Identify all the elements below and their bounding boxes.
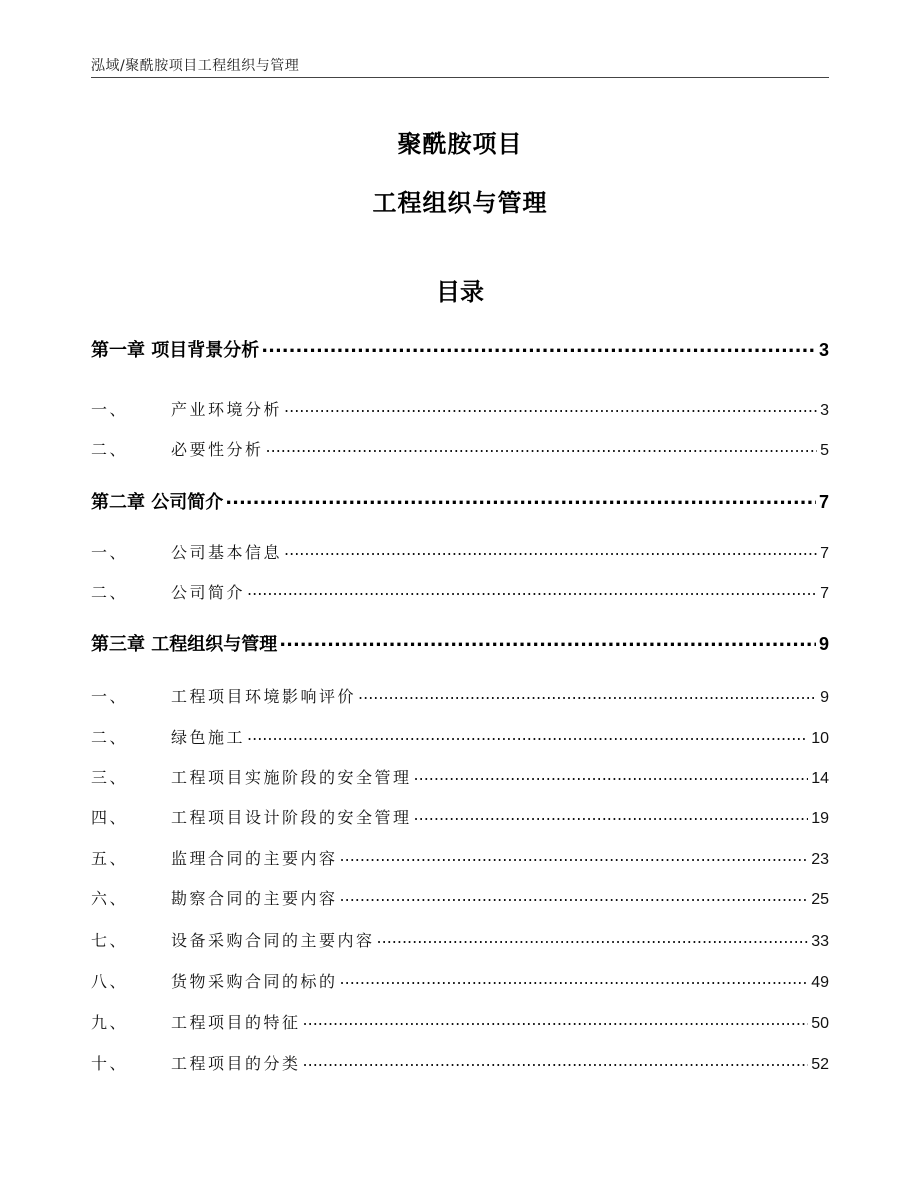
toc-page-number: 9 <box>820 689 829 706</box>
toc-page-number: 5 <box>820 442 829 459</box>
toc-entry-number: 四、 <box>91 808 129 827</box>
toc-entry-label: 第二章 公司简介 <box>91 492 224 513</box>
toc-entry-label: 货物采购合同的标的 <box>171 972 338 991</box>
toc-entry-number: 六、 <box>91 889 129 908</box>
toc-page-number: 7 <box>820 545 829 562</box>
table-of-contents <box>91 0 829 1191</box>
toc-page-number: 9 <box>818 634 829 654</box>
toc-dot-leader <box>247 582 817 598</box>
toc-dot-leader <box>303 1012 809 1028</box>
toc-page-number: 33 <box>811 933 829 950</box>
toc-entry-label: 工程项目实施阶段的安全管理 <box>171 768 412 787</box>
toc-page-number: 3 <box>820 402 829 419</box>
toc-section-entry[interactable] <box>91 928 829 951</box>
toc-entry-label: 工程项目的分类 <box>171 1054 301 1073</box>
toc-dot-leader <box>261 338 816 356</box>
toc-dot-leader <box>358 686 817 702</box>
toc-dot-leader <box>414 807 809 823</box>
toc-entry-label: 设备采购合同的主要内容 <box>171 931 375 950</box>
toc-dot-leader <box>284 542 817 558</box>
toc-page-number: 14 <box>811 770 829 787</box>
toc-section-entry[interactable] <box>91 765 829 788</box>
toc-entry-label: 必要性分析 <box>171 440 264 459</box>
toc-section-entry[interactable] <box>91 1051 829 1074</box>
toc-heading: 目录 <box>436 278 484 306</box>
toc-dot-leader <box>266 439 818 455</box>
toc-entry-label: 公司简介 <box>171 583 246 602</box>
toc-entry-number: 一、 <box>91 400 129 419</box>
toc-dot-leader <box>340 971 809 987</box>
toc-chapter-entry[interactable] <box>91 488 829 514</box>
document-title-line-1: 聚酰胺项目 <box>397 130 523 158</box>
toc-dot-leader <box>340 888 809 904</box>
toc-dot-leader <box>225 490 816 508</box>
toc-entry-label: 产业环境分析 <box>171 400 283 419</box>
toc-entry-label: 工程项目设计阶段的安全管理 <box>171 808 412 827</box>
toc-entry-number: 一、 <box>91 687 129 706</box>
toc-section-entry[interactable] <box>91 580 829 603</box>
toc-section-entry[interactable] <box>91 1010 829 1033</box>
toc-page-number: 49 <box>811 974 829 991</box>
toc-dot-leader <box>414 767 809 783</box>
toc-section-entry[interactable] <box>91 725 829 748</box>
toc-page-number: 23 <box>811 851 829 868</box>
toc-entry-label: 监理合同的主要内容 <box>171 849 338 868</box>
toc-page-number: 3 <box>818 340 829 360</box>
toc-dot-leader <box>303 1053 809 1069</box>
document-title-line-2: 工程组织与管理 <box>372 189 548 217</box>
toc-dot-leader <box>247 727 808 743</box>
toc-section-entry[interactable] <box>91 684 829 707</box>
toc-section-entry[interactable] <box>91 397 829 420</box>
toc-entry-label: 第三章 工程组织与管理 <box>91 634 278 655</box>
toc-entry-number: 十、 <box>91 1054 129 1073</box>
toc-page-number: 7 <box>818 492 829 512</box>
toc-entry-number: 一、 <box>91 543 129 562</box>
toc-entry-label: 公司基本信息 <box>171 543 283 562</box>
toc-page-number: 52 <box>811 1056 829 1073</box>
toc-entry-number: 九、 <box>91 1013 129 1032</box>
toc-dot-leader <box>279 632 816 650</box>
toc-section-entry[interactable] <box>91 846 829 869</box>
toc-page-number: 7 <box>820 585 829 602</box>
toc-entry-label: 第一章 项目背景分析 <box>91 340 260 361</box>
toc-entry-number: 二、 <box>91 440 129 459</box>
toc-entry-number: 二、 <box>91 583 129 602</box>
toc-entry-label: 工程项目的特征 <box>171 1013 301 1032</box>
header-text: 泓域/聚酰胺项目工程组织与管理 <box>91 58 300 74</box>
toc-entry-label: 勘察合同的主要内容 <box>171 889 338 908</box>
toc-entry-label: 绿色施工 <box>171 728 246 747</box>
toc-section-entry[interactable] <box>91 540 829 563</box>
toc-page-number: 19 <box>811 810 829 827</box>
toc-section-entry[interactable] <box>91 886 829 909</box>
toc-entry-label: 工程项目环境影响评价 <box>171 687 357 706</box>
toc-dot-leader <box>377 930 809 946</box>
toc-section-entry[interactable] <box>91 969 829 992</box>
toc-dot-leader <box>284 399 817 415</box>
toc-chapter-entry[interactable] <box>91 336 829 362</box>
toc-chapter-entry[interactable] <box>91 630 829 656</box>
toc-entry-number: 三、 <box>91 768 129 787</box>
toc-section-entry[interactable] <box>91 437 829 460</box>
toc-page-number: 50 <box>811 1015 829 1032</box>
toc-dot-leader <box>340 848 809 864</box>
toc-entry-number: 五、 <box>91 849 129 868</box>
toc-page-number: 10 <box>811 730 829 747</box>
toc-entry-number: 八、 <box>91 972 129 991</box>
toc-entry-number: 二、 <box>91 728 129 747</box>
toc-section-entry[interactable] <box>91 805 829 828</box>
toc-entry-number: 七、 <box>91 931 129 950</box>
toc-page-number: 25 <box>811 891 829 908</box>
